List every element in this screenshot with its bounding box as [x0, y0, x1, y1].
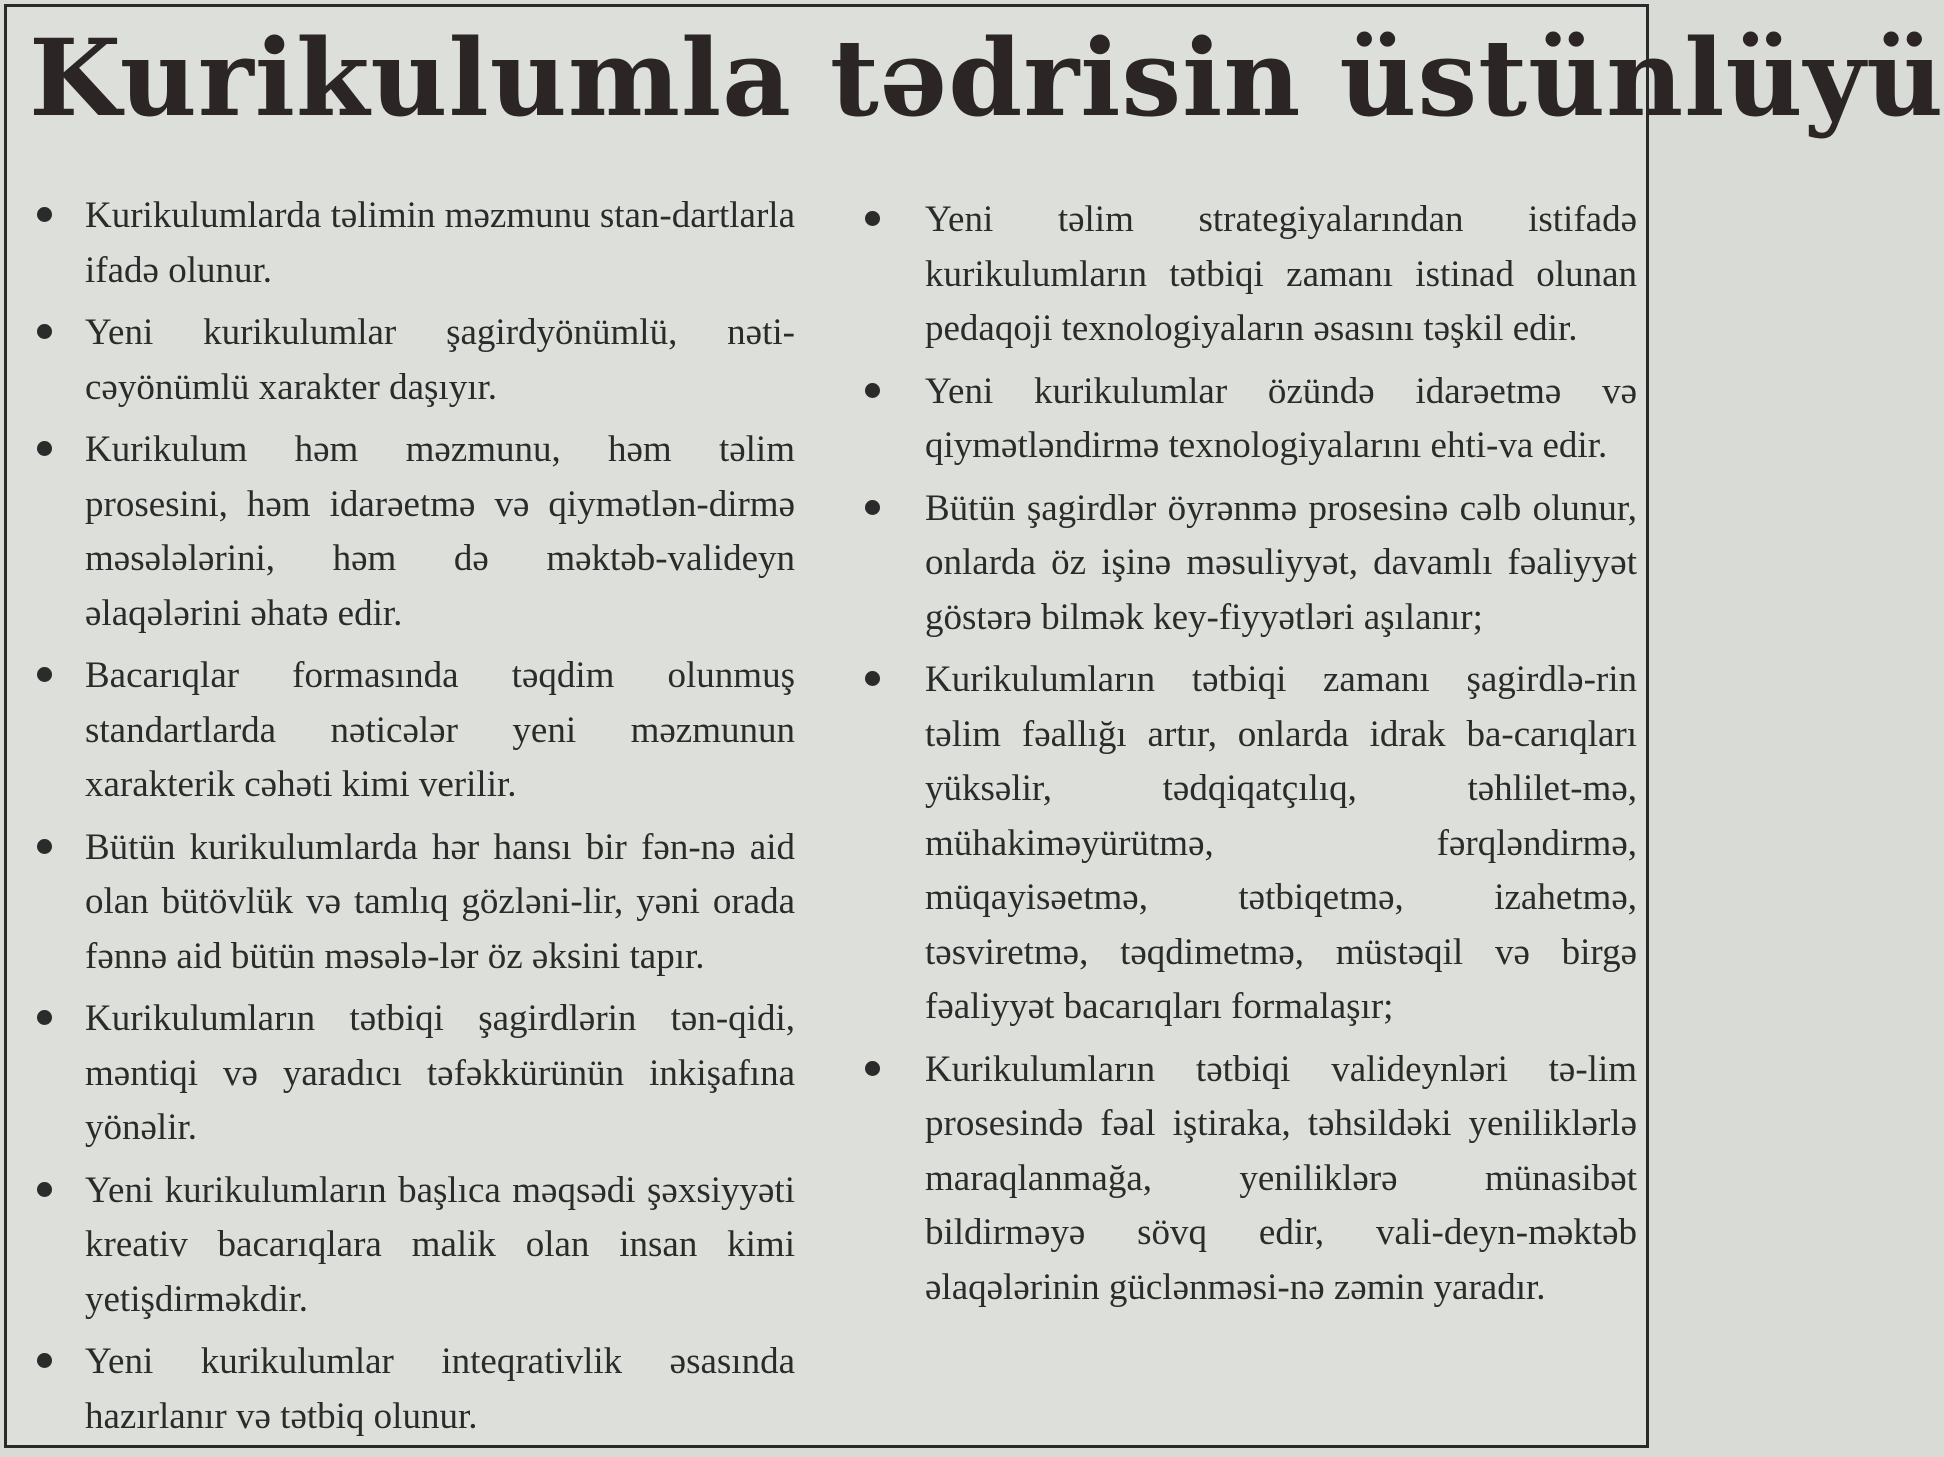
list-item-text: Bütün şagirdlər öyrənmə prosesinə cəlb olunur, onlarda öz işinə məsuliyyət, davamlı fəaliyyət göstərə bilmək key-fiyyətləri aşılanır;	[925, 487, 1637, 638]
right-bullet-list	[925, 193, 1637, 1323]
list-item-text: Kurikulumlarda təlimin məzmunu stan-dartlarla ifadə olunur.	[85, 195, 795, 291]
bullet-icon	[37, 667, 52, 682]
list-item-text: Bacarıqlar formasında təqdim olunmuş standartlarda nəticələr yeni məzmunun xarakterik cəhəti kimi verilir.	[85, 655, 795, 805]
list-item-text: Yeni təlim strategiyalarından istifadə kurikulumların tətbiqi zamanı istinad olunan pedaqoji texnologiyaların əsasını təşkil edir.	[925, 199, 1637, 349]
list-item	[925, 482, 1637, 646]
list-item	[925, 653, 1637, 1035]
bullet-icon	[37, 324, 52, 339]
list-item	[85, 649, 795, 813]
bullet-icon	[37, 1182, 52, 1197]
list-item-text: Yeni kurikulumlar şagirdyönümlü, nəti-cəyönümlü xarakter daşıyır.	[85, 312, 795, 408]
bullet-icon	[37, 839, 52, 854]
bullet-icon	[865, 500, 880, 515]
list-item	[85, 992, 795, 1156]
bullet-icon	[37, 1353, 52, 1368]
list-item-text: Bütün kurikulumlarda hər hansı bir fən-nə aid olan bütövlük və tamlıq gözləni-lir, yəni orada fənnə aid bütün məsələ-lər öz əksini tapır.	[85, 826, 795, 977]
list-item	[925, 1043, 1637, 1316]
list-item-text: Kurikulumların tətbiqi zamanı şagirdlə-rin təlim fəallığı artır, onlarda idrak ba-carıqları yüksəlir, tədqiqatçılıq, təhlilet-mə, mühakiməyürütmə, fərqləndirmə, müqayisəetmə, tətbiqetmə, izahetmə, təsviretmə, təqdimetmə, müstəqil və birgə fəaliyyət bacarıqları formalaşır;	[925, 659, 1637, 1027]
bullet-icon	[865, 211, 880, 226]
bullet-icon	[37, 441, 52, 456]
left-bullet-list	[85, 189, 795, 1452]
list-item-text: Yeni kurikulumların başlıca məqsədi şəxsiyyəti kreativ bacarıqlara malik olan insan kimi yetişdirməkdir.	[85, 1169, 795, 1320]
bullet-icon	[37, 1010, 52, 1025]
list-item	[925, 365, 1637, 474]
list-item	[85, 189, 795, 298]
list-item-text: Yeni kurikulumlar özündə idarəetmə və qiymətləndirmə texnologiyalarını ehti-va edir.	[925, 370, 1637, 466]
list-item	[85, 423, 795, 641]
list-item-text: Kurikulum həm məzmunu, həm təlim prosesini, həm idarəetmə və qiymətlən-dirmə məsələlərini, həm də məktəb-valideyn əlaqələrini əhatə edir.	[85, 429, 795, 634]
bullet-icon	[865, 671, 880, 686]
bullet-icon	[865, 1061, 880, 1076]
list-item	[925, 193, 1637, 357]
list-item	[85, 306, 795, 415]
article-title: Kurikulumla tədrisin üstünlüyü	[29, 15, 1944, 140]
list-item-text: Yeni kurikulumlar inteqrativlik əsasında hazırlanır və tətbiq olunur.	[85, 1341, 795, 1437]
list-item	[85, 821, 795, 985]
bullet-icon	[865, 383, 880, 398]
list-item-text: Kurikulumların tətbiqi şagirdlərin tən-qidi, məntiqi və yaradıcı təfəkkürünün inkişafına yönəlir.	[85, 998, 795, 1148]
list-item-text: Kurikulumların tətbiqi valideynləri tə-lim prosesində fəal iştiraka, təhsildəki yeniliklərlə maraqlanmağa, yeniliklərə münasibət bildirməyə sövq edir, vali-deyn-məktəb əlaqələrinin güclənməsi-nə zəmin yaradır.	[925, 1048, 1637, 1308]
list-item	[85, 1335, 795, 1444]
list-item	[85, 1164, 795, 1328]
bullet-icon	[37, 207, 52, 222]
article-frame	[4, 4, 1944, 1448]
